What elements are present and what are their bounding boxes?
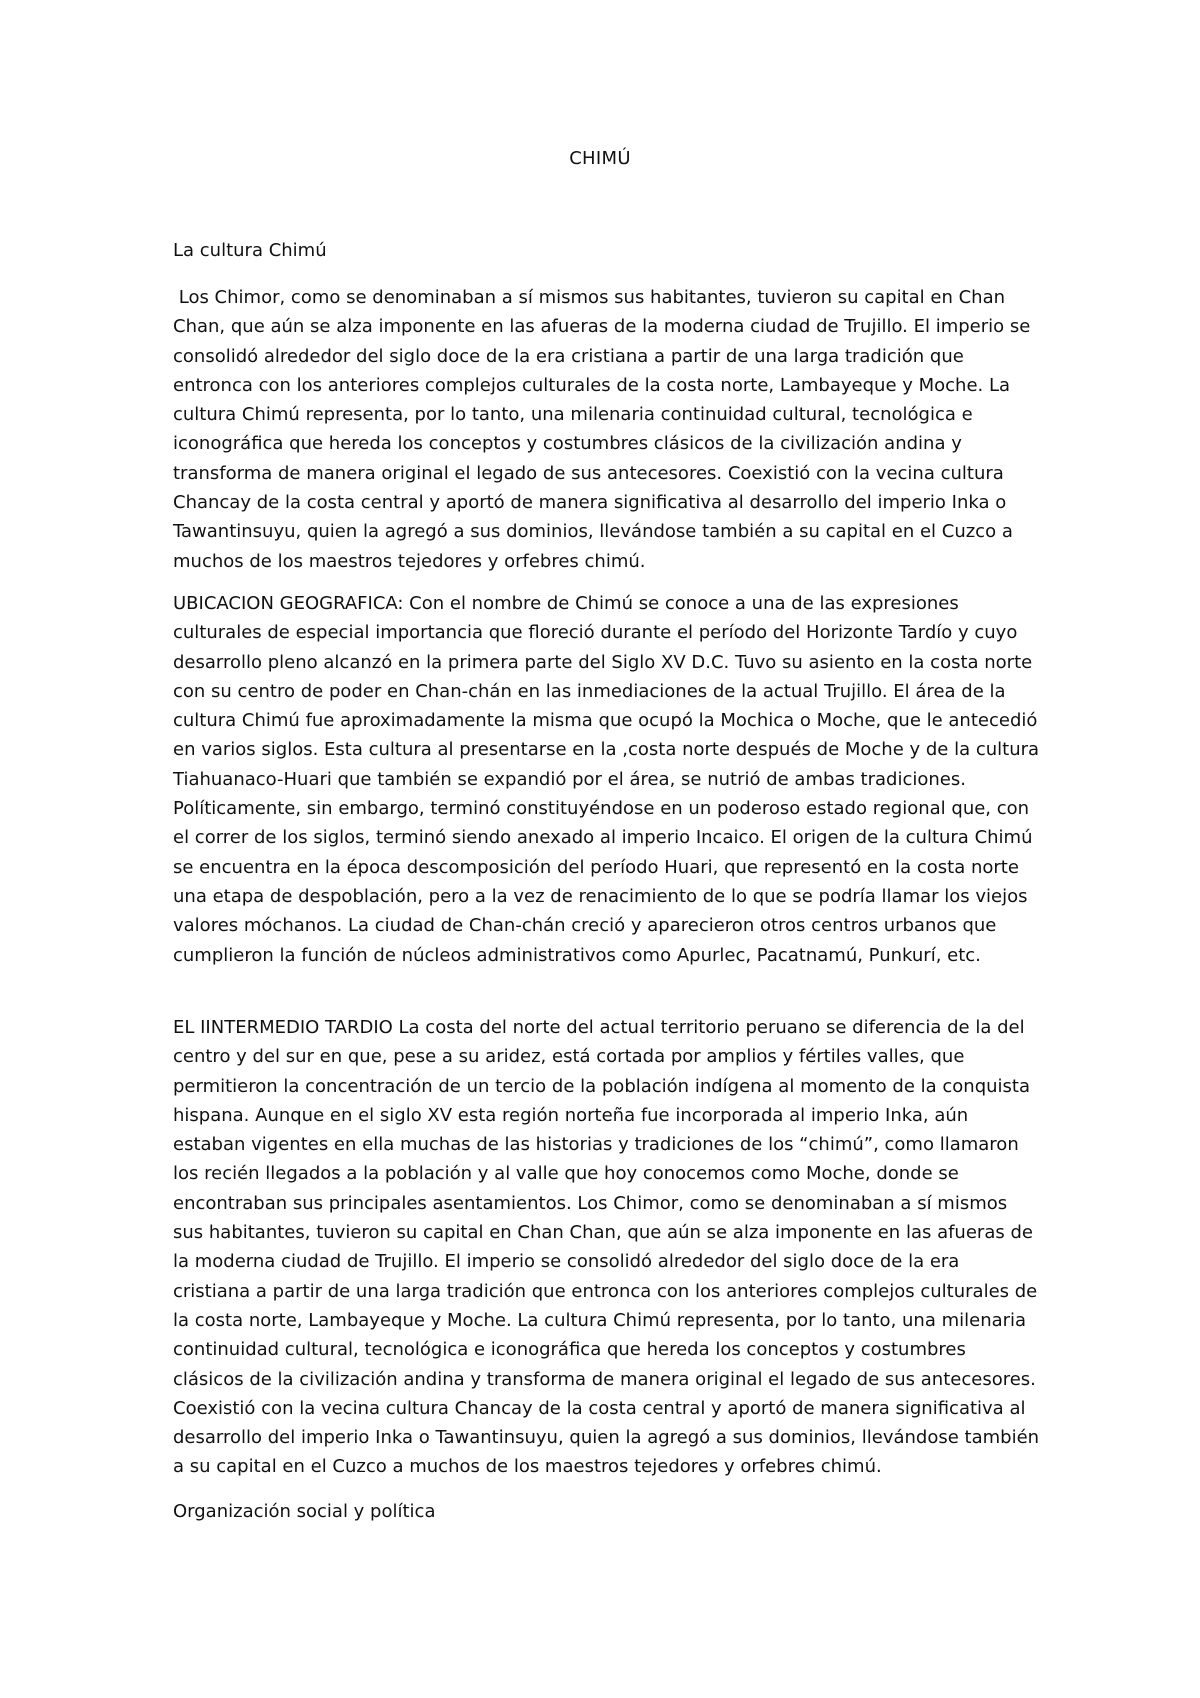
paragraph-intro: Los Chimor, como se denominaban a sí mismos sus habitantes, tuvieron su capital en Chan Chan, que aún se alza imponente en las afueras de la moderna ciudad de Trujillo. El imperio se consolidó alrededor del siglo doce de la era cristiana a partir de una larga tradición que entronca con los anteriores complejos culturales de la costa norte, Lambayeque y Moche. La cultura Chimú representa, por lo tanto, una milenaria continuidad cultural, tecnológica e iconográfica que hereda los conceptos y costumbres clásicos de la civilización andina y transforma de manera original el legado de sus antecesores. Coexistió con la vecina cultura Chancay de la costa central y aportó de manera significativa al desarrollo del imperio Inka o Tawantinsuyu, quien la agregó a sus dominios, llevándose también a su capital en el Cuzco a muchos de los maestros tejedores y orfebres chimú.: [173, 287, 1037, 572]
document-subtitle: La cultura Chimú: [173, 240, 327, 261]
section-heading-organizacion: Organización social y política: [173, 1501, 436, 1522]
paragraph-ubicacion-geografica: UBICACION GEOGRAFICA: Con el nombre de Chimú se conoce a una de las expresiones culturales de especial importancia que floreció durante el período del Horizonte Tardío y cuyo desarrollo pleno alcanzó en la primera parte del Siglo XV D.C. Tuvo su asiento en la costa norte con su centro de poder en Chan-chán en las inmediaciones de la actual Trujillo. El área de la cultura Chimú fue aproximadamente la misma que ocupó la Mochica o Moche, que le antecedió en varios siglos. Esta cultura al presentarse en la ,costa norte después de Moche y de la cultura Tiahuanaco-Huari que también se expandió por el área, se nutrió de ambas tradiciones. Políticamente, sin embargo, terminó constituyéndose en un poderoso estado regional que, con el correr de los siglos, terminó siendo anexado al imperio Incaico. El origen de la cultura Chimú se encuentra en la época descomposición del período Huari, que representó en la costa norte una etapa de despoblación, pero a la vez de renacimiento de lo que se podría llamar los viejos valores móchanos. La ciudad de Chan-chán creció y aparecieron otros centros urbanos que cumplieron la función de núcleos administrativos como Apurlec, Pacatnamú, Punkurí, etc.: [173, 593, 1040, 966]
document-title: CHIMÚ: [569, 148, 631, 169]
paragraph-intermedio-tardio: EL IINTERMEDIO TARDIO La costa del norte del actual territorio peruano se diferencia de la del centro y del sur en que, pese a su aridez, está cortada por amplios y fértiles valles, que permitieron la concentración de un tercio de la población indígena al momento de la conquista hispana. Aunque en el siglo XV esta región norteña fue incorporada al imperio Inka, aún estaban vigentes en ella muchas de las historias y tradiciones de los “chimú”, como llamaron los recién llegados a la población y al valle que hoy conocemos como Moche, donde se encontraban sus principales asentamientos. Los Chimor, como se denominaban a sí mismos sus habitantes, tuvieron su capital en Chan Chan, que aún se alza imponente en las afueras de la moderna ciudad de Trujillo. El imperio se consolidó alrededor del siglo doce de la era cristiana a partir de una larga tradición que entronca con los anteriores complejos culturales de la costa norte, Lambayeque y Moche. La cultura Chimú representa, por lo tanto, una milenaria continuidad cultural, tecnológica e iconográfica que hereda los conceptos y costumbres clásicos de la civilización andina y transforma de manera original el legado de sus antecesores. Coexistió con la vecina cultura Chancay de la costa central y aportó de manera significativa al desarrollo del imperio Inka o Tawantinsuyu, quien la agregó a sus dominios, llevándose también a su capital en el Cuzco a muchos de los maestros tejedores y orfebres chimú.: [173, 1017, 1040, 1478]
